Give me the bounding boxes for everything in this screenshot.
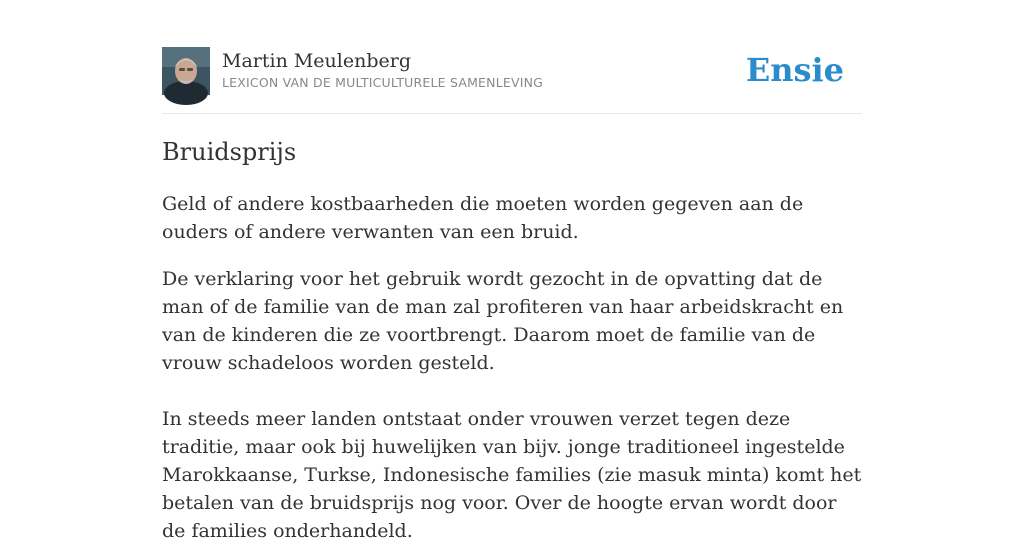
paragraph-definition: Geld of andere kostbaarheden die moeten worden gegeven aan de ouders of andere verwanten van een bruid. (162, 193, 804, 243)
author-name[interactable]: Martin Meulenberg (222, 50, 411, 72)
author-photo-icon (162, 47, 210, 95)
header (162, 46, 862, 96)
source-name[interactable]: LEXICON VAN DE MULTICULTURELE SAMENLEVING (222, 75, 544, 90)
author-block (222, 51, 543, 91)
article-body (162, 190, 862, 545)
paragraph-context: In steeds meer landen ontstaat onder vrouwen verzet tegen deze traditie, maar ook bij huwelijken van bijv. jonge traditioneel ingestelde Marokkaanse, Turkse, Indonesische families (zie masuk minta) komt het betalen van de bruidsprijs nog voor. Over de hoogte ervan wordt door de families onderhandeld. (162, 408, 862, 542)
ensie-logo[interactable]: Ensie (745, 51, 844, 89)
divider (162, 113, 862, 114)
content-container (162, 46, 862, 542)
page-title: Bruidsprijs (162, 138, 297, 166)
paragraph-explanation: De verklaring voor het gebruik wordt gezocht in de opvatting dat de man of de familie van de man zal profiteren van haar arbeidskracht en van de kinderen die ze voortbrengt. Daarom moet de familie van de vrouw schadeloos worden gesteld. (162, 268, 844, 374)
avatar[interactable] (162, 47, 210, 95)
